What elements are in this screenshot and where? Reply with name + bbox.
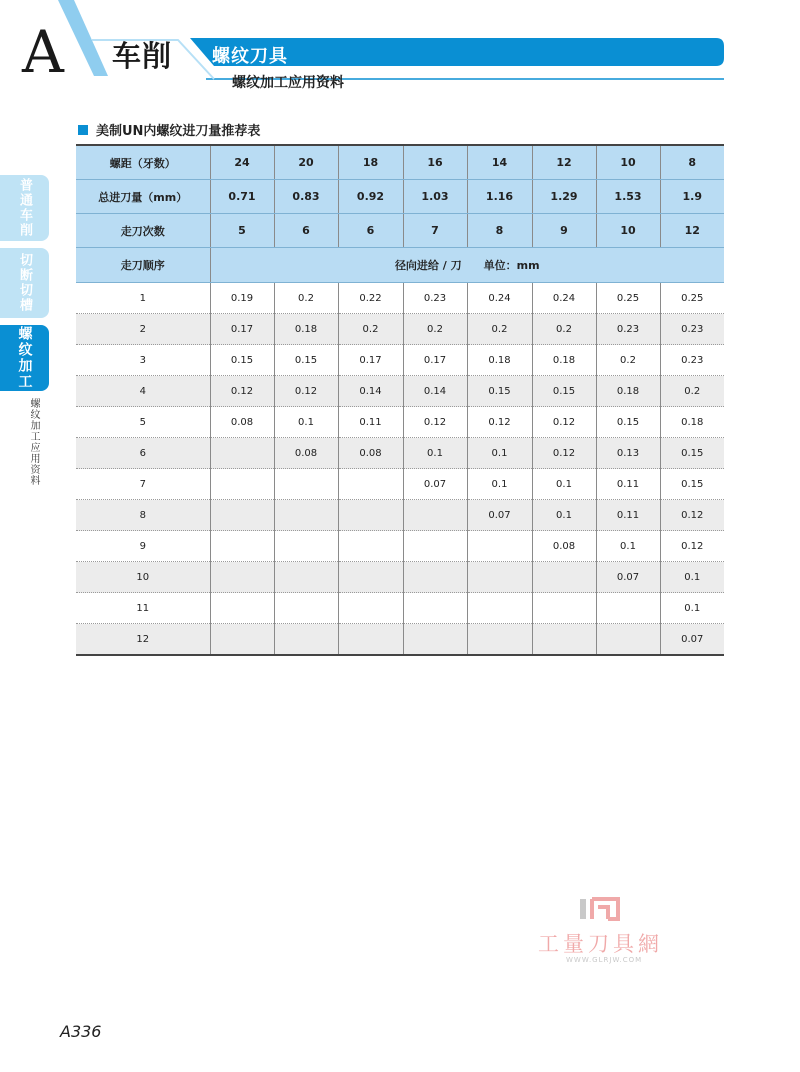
passes-cell: 9 [532, 214, 596, 248]
feed-cell: 0.1 [532, 469, 596, 500]
feed-cell: 0.12 [467, 407, 532, 438]
feed-cell [338, 469, 403, 500]
feed-cell: 0.13 [596, 438, 660, 469]
feed-cell: 0.1 [596, 531, 660, 562]
feed-cell: 0.17 [338, 345, 403, 376]
pitch-row [76, 145, 724, 180]
feed-cell: 0.11 [338, 407, 403, 438]
section-title: 螺纹刀具 [212, 46, 288, 67]
sidebar-tab-label: 切断切槽 [17, 253, 32, 313]
feed-cell [210, 624, 274, 656]
feed-cell: 0.12 [403, 407, 467, 438]
table-row [76, 314, 724, 345]
feed-cell [210, 562, 274, 593]
pass-number: 8 [76, 500, 210, 531]
pass-number: 6 [76, 438, 210, 469]
feed-cell: 0.07 [403, 469, 467, 500]
table-row [76, 407, 724, 438]
feed-cell [274, 593, 338, 624]
feed-cell: 0.15 [210, 345, 274, 376]
pass-number: 3 [76, 345, 210, 376]
feed-cell: 0.2 [403, 314, 467, 345]
feed-cell [338, 500, 403, 531]
feed-cell: 0.11 [596, 500, 660, 531]
total-feed-row [76, 180, 724, 214]
feed-cell: 0.19 [210, 283, 274, 314]
feed-cell: 0.2 [596, 345, 660, 376]
feed-cell: 0.12 [660, 531, 724, 562]
pass-number: 2 [76, 314, 210, 345]
feed-cell: 0.08 [532, 531, 596, 562]
pitch-cell: 8 [660, 145, 724, 180]
feed-cell: 0.1 [467, 469, 532, 500]
feed-cell: 0.14 [403, 376, 467, 407]
watermark-logo-icon [578, 895, 624, 925]
table-row [76, 438, 724, 469]
unit-row [76, 248, 724, 283]
total-feed-cell: 0.71 [210, 180, 274, 214]
feed-cell: 0.15 [596, 407, 660, 438]
sidebar-caption: 螺纹加工应用资料 [28, 398, 39, 486]
feed-cell [274, 500, 338, 531]
feed-cell [274, 469, 338, 500]
sidebar-tab-label: 螺纹加工 [16, 326, 33, 390]
category-title: 车削 [112, 39, 173, 73]
feed-cell [467, 531, 532, 562]
page-subtitle: 螺纹加工应用资料 [232, 75, 344, 91]
feed-cell [403, 624, 467, 656]
feed-cell: 0.12 [210, 376, 274, 407]
table-title [78, 120, 260, 139]
pass-number: 5 [76, 407, 210, 438]
feed-cell [532, 593, 596, 624]
watermark-text: 工量刀具網 [538, 932, 663, 956]
feed-cell: 0.18 [660, 407, 724, 438]
watermark-url: WWW.GLRJW.COM [566, 956, 643, 964]
chapter-letter: A [22, 18, 64, 86]
feed-cell [338, 624, 403, 656]
pitch-cell: 24 [210, 145, 274, 180]
total-feed-cell: 1.53 [596, 180, 660, 214]
feed-cell: 0.24 [467, 283, 532, 314]
feed-cell: 0.08 [338, 438, 403, 469]
table-row [76, 283, 724, 314]
total-feed-label: 总进刀量（mm） [76, 180, 210, 214]
feed-cell [210, 593, 274, 624]
feed-cell: 0.07 [660, 624, 724, 656]
feed-cell: 0.12 [274, 376, 338, 407]
feed-cell [532, 624, 596, 656]
feed-cell: 0.2 [274, 283, 338, 314]
passes-cell: 5 [210, 214, 274, 248]
feed-cell: 0.25 [596, 283, 660, 314]
feed-cell: 0.12 [532, 438, 596, 469]
feed-cell: 0.15 [532, 376, 596, 407]
table-row [76, 500, 724, 531]
sidebar-tab-threading[interactable] [0, 325, 49, 391]
feed-cell [403, 562, 467, 593]
pass-number: 10 [76, 562, 210, 593]
pass-number: 11 [76, 593, 210, 624]
feed-cell: 0.07 [467, 500, 532, 531]
feed-cell [210, 469, 274, 500]
sidebar-tab-parting-grooving[interactable] [0, 248, 49, 318]
total-feed-cell: 1.9 [660, 180, 724, 214]
passes-cell: 10 [596, 214, 660, 248]
feed-cell: 0.12 [532, 407, 596, 438]
passes-cell: 6 [274, 214, 338, 248]
feed-cell: 0.15 [274, 345, 338, 376]
passes-cell: 12 [660, 214, 724, 248]
passes-cell: 7 [403, 214, 467, 248]
feed-cell: 0.1 [274, 407, 338, 438]
feed-cell: 0.1 [467, 438, 532, 469]
page-number: A336 [60, 1022, 102, 1041]
pitch-cell: 12 [532, 145, 596, 180]
table-row [76, 562, 724, 593]
table-row [76, 376, 724, 407]
feed-cell [338, 531, 403, 562]
feed-cell: 0.15 [467, 376, 532, 407]
pass-number: 12 [76, 624, 210, 656]
feed-cell: 0.23 [660, 345, 724, 376]
feed-cell: 0.1 [660, 593, 724, 624]
pitch-cell: 14 [467, 145, 532, 180]
feed-cell: 0.18 [467, 345, 532, 376]
pass-order-label: 走刀顺序 [76, 248, 210, 283]
table-row [76, 593, 724, 624]
feed-cell: 0.15 [660, 469, 724, 500]
feed-cell: 0.1 [660, 562, 724, 593]
table-row [76, 345, 724, 376]
table-title-text: 美制UN内螺纹进刀量推荐表 [96, 124, 261, 139]
feed-cell: 0.15 [660, 438, 724, 469]
feed-cell [403, 500, 467, 531]
passes-label: 走刀次数 [76, 214, 210, 248]
pass-number: 1 [76, 283, 210, 314]
passes-row [76, 214, 724, 248]
feed-cell [467, 562, 532, 593]
table-row [76, 531, 724, 562]
pitch-cell: 10 [596, 145, 660, 180]
total-feed-cell: 0.83 [274, 180, 338, 214]
pitch-cell: 18 [338, 145, 403, 180]
total-feed-cell: 1.29 [532, 180, 596, 214]
feed-cell: 0.17 [403, 345, 467, 376]
pitch-cell: 20 [274, 145, 338, 180]
feed-cell: 0.18 [274, 314, 338, 345]
feed-cell: 0.17 [210, 314, 274, 345]
feed-cell [274, 531, 338, 562]
feed-cell [338, 593, 403, 624]
feed-cell: 0.1 [532, 500, 596, 531]
feed-cell: 0.07 [596, 562, 660, 593]
feed-table [76, 144, 724, 656]
feed-cell [532, 562, 596, 593]
pass-number: 4 [76, 376, 210, 407]
feed-cell [210, 438, 274, 469]
feed-cell: 0.2 [532, 314, 596, 345]
table-row [76, 624, 724, 656]
feed-cell: 0.25 [660, 283, 724, 314]
feed-cell: 0.23 [596, 314, 660, 345]
feed-cell [210, 500, 274, 531]
feed-cell [274, 562, 338, 593]
feed-cell [596, 593, 660, 624]
feed-cell: 0.11 [596, 469, 660, 500]
feed-cell: 0.23 [403, 283, 467, 314]
total-feed-cell: 1.16 [467, 180, 532, 214]
feed-cell [403, 593, 467, 624]
feed-cell [467, 593, 532, 624]
sidebar-tab-general-turning[interactable] [0, 175, 49, 241]
feed-cell [274, 624, 338, 656]
feed-cell: 0.22 [338, 283, 403, 314]
passes-cell: 6 [338, 214, 403, 248]
pass-number: 7 [76, 469, 210, 500]
sidebar-tab-label: 普通车削 [17, 178, 32, 238]
feed-cell: 0.24 [532, 283, 596, 314]
passes-cell: 8 [467, 214, 532, 248]
feed-cell: 0.12 [660, 500, 724, 531]
feed-cell: 0.14 [338, 376, 403, 407]
square-bullet-icon [78, 125, 88, 135]
feed-cell: 0.1 [403, 438, 467, 469]
feed-cell: 0.18 [596, 376, 660, 407]
feed-cell [210, 531, 274, 562]
feed-cell: 0.08 [274, 438, 338, 469]
feed-cell [338, 562, 403, 593]
feed-cell: 0.2 [338, 314, 403, 345]
pass-number: 9 [76, 531, 210, 562]
feed-cell: 0.23 [660, 314, 724, 345]
total-feed-cell: 1.03 [403, 180, 467, 214]
feed-cell: 0.18 [532, 345, 596, 376]
pitch-cell: 16 [403, 145, 467, 180]
feed-cell [467, 624, 532, 656]
pitch-label: 螺距（牙数） [76, 145, 210, 180]
total-feed-cell: 0.92 [338, 180, 403, 214]
feed-cell: 0.2 [660, 376, 724, 407]
table-row [76, 469, 724, 500]
unit-label: 径向进给 / 刀 单位：mm [210, 248, 724, 283]
feed-cell [403, 531, 467, 562]
feed-cell: 0.2 [467, 314, 532, 345]
feed-cell: 0.08 [210, 407, 274, 438]
feed-cell [596, 624, 660, 656]
